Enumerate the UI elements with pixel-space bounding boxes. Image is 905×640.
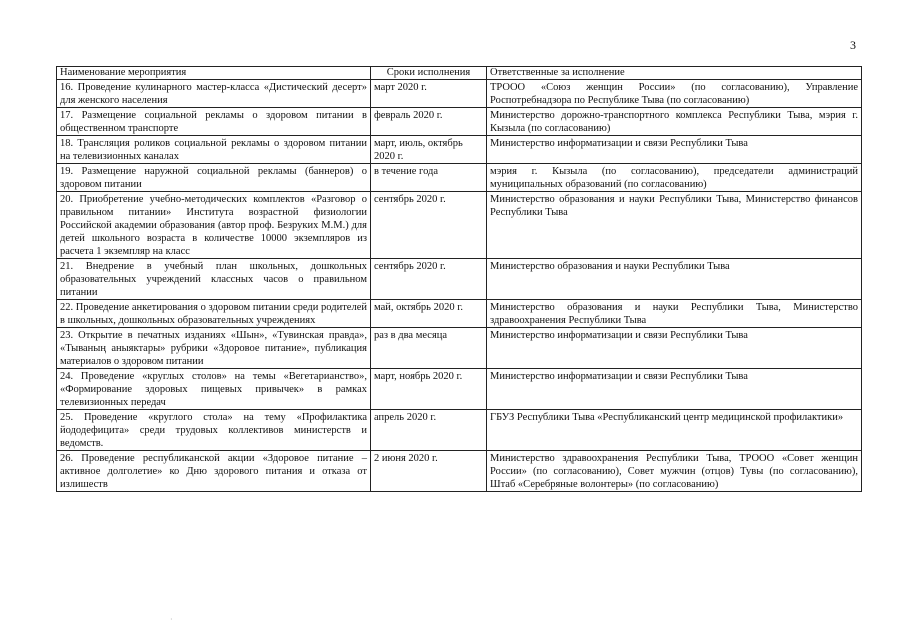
dates-cell: май, октябрь 2020 г. [371, 300, 487, 328]
table-row [57, 328, 862, 369]
responsible-cell: ГБУЗ Республики Тыва «Республиканский центр медицинской профилактики» [487, 410, 862, 451]
table-header-row [57, 67, 862, 80]
dates-cell: март, ноябрь 2020 г. [371, 369, 487, 410]
event-cell: 16. Проведение кулинарного мастер-класса «Дистический десерт» для женского населения [57, 80, 371, 108]
table-row [57, 410, 862, 451]
dates-cell: март, июль, октябрь 2020 г. [371, 136, 487, 164]
scan-mark: · [170, 615, 173, 624]
table-row [57, 369, 862, 410]
event-cell: 21. Внедрение в учебный план школьных, дошкольных образовательных учреждений классных часов о правильном питании [57, 259, 371, 300]
dates-cell: февраль 2020 г. [371, 108, 487, 136]
responsible-cell: Министерство информатизации и связи Республики Тыва [487, 136, 862, 164]
event-cell: 22. Проведение анкетирования о здоровом питании среди родителей в школьных, дошкольных образовательных учреждениях [57, 300, 371, 328]
responsible-cell: мэрия г. Кызыла (по согласованию), председатели администраций муниципальных образований (по согласованию) [487, 164, 862, 192]
events-table [56, 66, 862, 492]
dates-cell: март 2020 г. [371, 80, 487, 108]
table-row [57, 164, 862, 192]
responsible-cell: Министерство здравоохранения Республики Тыва, ТРООО «Совет женщин России» (по согласованию), Совет мужчин (отцов) Тувы (по согласованию), Штаб «Серебряные волонтеры» (по согласованию) [487, 451, 862, 492]
event-cell: 18. Трансляция роликов социальной рекламы о здоровом питании на телевизионных каналах [57, 136, 371, 164]
responsible-cell: ТРООО «Союз женщин России» (по согласованию), Управление Роспотребнадзора по Республике Тыва (по согласованию) [487, 80, 862, 108]
event-cell: 26. Проведение республиканской акции «Здоровое питание – активное долголетие» ко Дню здорового питания и отказа от излишеств [57, 451, 371, 492]
responsible-cell: Министерство информатизации и связи Республики Тыва [487, 369, 862, 410]
column-header-responsible: Ответственные за исполнение [487, 67, 862, 80]
table-row [57, 108, 862, 136]
dates-cell: раз в два месяца [371, 328, 487, 369]
dates-cell: сентябрь 2020 г. [371, 192, 487, 259]
column-header-dates: Сроки исполнения [371, 67, 487, 80]
table-row [57, 192, 862, 259]
responsible-cell: Министерство дорожно-транспортного комплекса Республики Тыва, мэрия г. Кызыла (по согласованию) [487, 108, 862, 136]
event-cell: 24. Проведение «круглых столов» на темы «Вегетарианство», «Формирование здоровых пищевых привычек» в рамках телевизионных передач [57, 369, 371, 410]
dates-cell: сентябрь 2020 г. [371, 259, 487, 300]
table-row [57, 300, 862, 328]
column-header-event: Наименование мероприятия [57, 67, 371, 80]
event-cell: 19. Размещение наружной социальной рекламы (баннеров) о здоровом питании [57, 164, 371, 192]
responsible-cell: Министерство информатизации и связи Республики Тыва [487, 328, 862, 369]
table-row [57, 136, 862, 164]
event-cell: 25. Проведение «круглого стола» на тему «Профилактика йододефицита» среди трудовых коллективов министерств и ведомств. [57, 410, 371, 451]
responsible-cell: Министерство образования и науки Республики Тыва [487, 259, 862, 300]
dates-cell: в течение года [371, 164, 487, 192]
table-row [57, 259, 862, 300]
event-cell: 20. Приобретение учебно-методических комплектов «Разговор о правильном питании» Института возрастной физиологии Российской академии образования (автор проф. Безруких М.М.) для детей школьного возраста в количестве 10000 экземпляров из расчета 1 экземпляр на класс [57, 192, 371, 259]
responsible-cell: Министерство образования и науки Республики Тыва, Министерство финансов Республики Тыва [487, 192, 862, 259]
event-cell: 23. Открытие в печатных изданиях «Шын», «Тувинская правда», «Тываның аныяктары» рубрики «Здоровое питание», публикация материалов о здоровом питании [57, 328, 371, 369]
table-row [57, 80, 862, 108]
table-row [57, 451, 862, 492]
responsible-cell: Министерство образования и науки Республики Тыва, Министерство здравоохранения Республики Тыва [487, 300, 862, 328]
event-cell: 17. Размещение социальной рекламы о здоровом питании в общественном транспорте [57, 108, 371, 136]
page-number: 3 [850, 38, 856, 52]
dates-cell: апрель 2020 г. [371, 410, 487, 451]
dates-cell: 2 июня 2020 г. [371, 451, 487, 492]
